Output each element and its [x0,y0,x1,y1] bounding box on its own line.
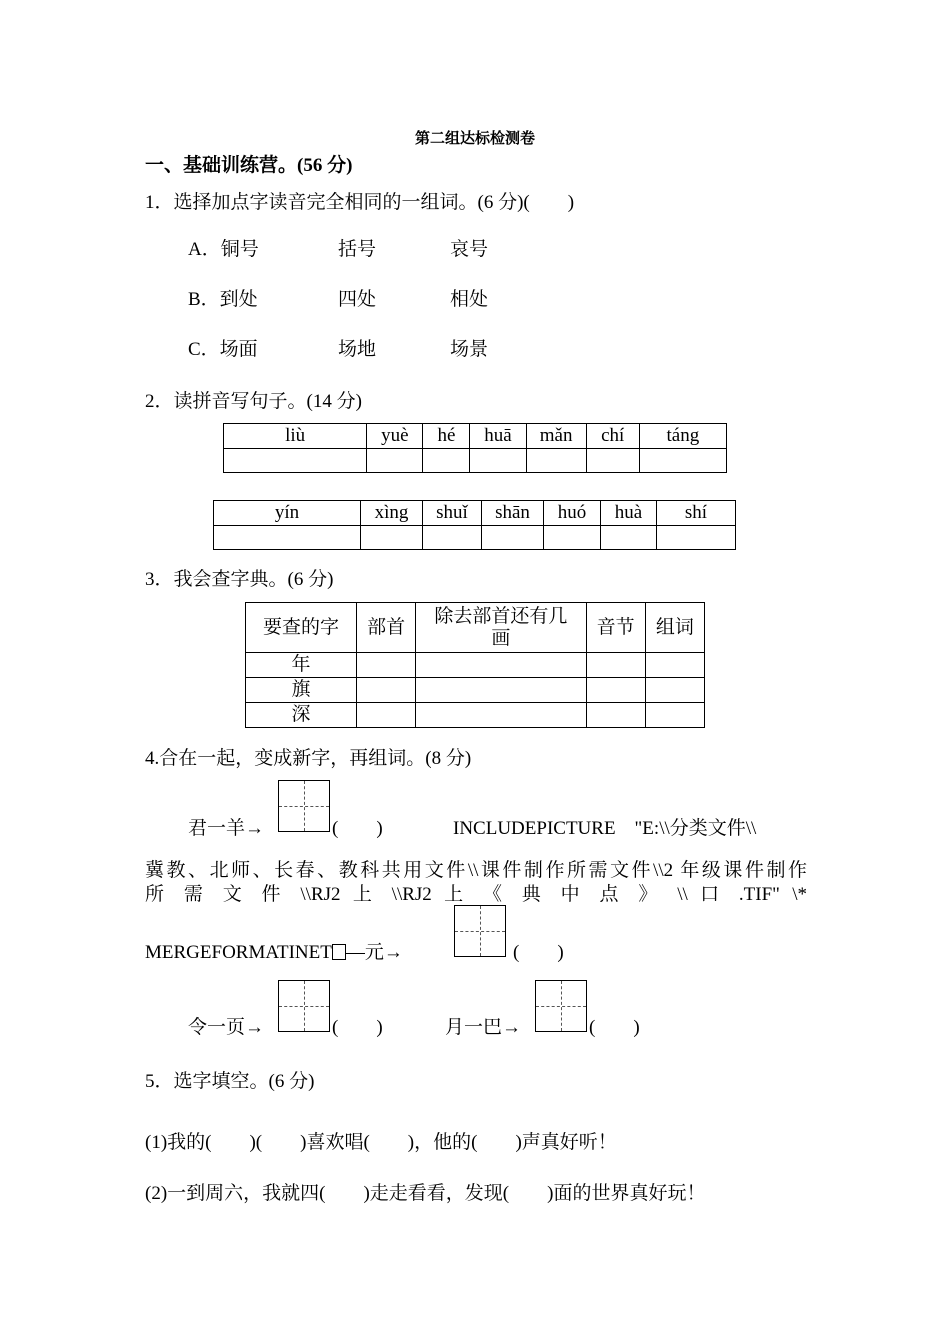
pinyin-cell: shí [657,501,736,526]
section-heading: 一、基础训练营。(56 分) [145,155,353,176]
answer-cell[interactable] [357,678,416,703]
question-1-prompt: 1．选择加点字读音完全相同的一组词。(6 分)( ) [145,192,575,213]
answer-cell[interactable] [423,449,470,473]
header-strokes: 除去部首还有几画 [416,603,586,653]
pinyin-cell: mǎn [526,424,586,449]
pinyin-cell: chí [586,424,639,449]
pinyin-table-2 [213,500,736,550]
character-box[interactable] [535,980,587,1032]
answer-cell[interactable] [657,526,736,550]
question-3-prompt: 3．我会查字典。(6 分) [145,569,334,590]
answer-paren: ( ) [513,942,564,963]
pinyin-cell: huó [544,501,601,526]
answer-cell[interactable] [645,653,704,678]
answer-cell[interactable] [423,526,482,550]
field-code-text: MERGEFORMATINET [145,942,332,963]
field-code-line-2: 冀教、北师、长春、教科共用文件\\课件制作所需文件\\2 年级课件制作 [145,860,807,881]
pinyin-cell: liù [224,424,367,449]
answer-cell[interactable] [586,703,645,728]
answer-paren: ( ) [589,1017,640,1038]
field-code-line-3: 所 需 文 件 \\RJ2 上 \\RJ2 上 《 典 中 点 》 \\ 口 .TIF" \* [145,884,807,905]
question-4-prompt: 4.合在一起，变成新字，再组词。(8 分) [145,748,472,769]
answer-cell[interactable] [586,449,639,473]
answer-cell[interactable] [367,449,423,473]
page-title: 第二组达标检测卷 [414,131,535,147]
answer-cell[interactable] [357,653,416,678]
combine-item-3: 令一页→ [188,1017,265,1038]
header-char: 要查的字 [246,603,357,653]
question-5-prompt: 5．选字填空。(6 分) [145,1071,315,1092]
combine-item-2: —元→ [345,942,403,963]
answer-cell[interactable] [224,449,367,473]
option-a-word2: 括号 [338,239,377,260]
dict-char: 深 [246,703,357,728]
answer-cell[interactable] [586,678,645,703]
answer-cell[interactable] [586,653,645,678]
header-word: 组词 [645,603,704,653]
answer-cell[interactable] [482,526,544,550]
pinyin-cell: xìng [361,501,423,526]
answer-cell[interactable] [416,653,586,678]
header-syllable: 音节 [586,603,645,653]
character-box[interactable] [278,780,330,832]
option-b-word2: 四处 [338,289,377,310]
option-b-word3: 相处 [450,289,489,310]
answer-cell[interactable] [645,678,704,703]
answer-cell[interactable] [601,526,657,550]
answer-cell[interactable] [639,449,726,473]
answer-cell[interactable] [416,703,586,728]
option-b: B．到处 [188,289,258,310]
option-c-word2: 场地 [338,339,377,360]
pinyin-cell: huà [601,501,657,526]
dict-char: 旗 [246,678,357,703]
answer-cell[interactable] [214,526,361,550]
pinyin-cell: yuè [367,424,423,449]
option-a: A．铜号 [188,239,259,260]
pinyin-cell: táng [639,424,726,449]
option-c-word3: 场景 [450,339,489,360]
answer-cell[interactable] [470,449,526,473]
field-code-line-1: INCLUDEPICTURE "E:\\分类文件\\ [453,818,757,839]
answer-cell[interactable] [416,678,586,703]
pinyin-cell: shuǐ [423,501,482,526]
answer-cell[interactable] [526,449,586,473]
answer-cell[interactable] [645,703,704,728]
combine-item-4: 月一巴→ [445,1017,522,1038]
pinyin-cell: huā [470,424,526,449]
question-2-prompt: 2．读拼音写句子。(14 分) [145,391,362,412]
dict-char: 年 [246,653,357,678]
pinyin-cell: hé [423,424,470,449]
field-code-line-4 [145,937,403,964]
combine-item-1: 君一羊→ [188,818,265,839]
pinyin-cell: yín [214,501,361,526]
character-box[interactable] [278,980,330,1032]
answer-cell[interactable] [357,703,416,728]
option-a-word3: 哀号 [450,239,489,260]
pinyin-cell: shān [482,501,544,526]
answer-paren: ( ) [332,1017,383,1038]
answer-paren: ( ) [332,818,383,839]
header-radical: 部首 [357,603,416,653]
dictionary-table [245,602,705,728]
fill-sentence-1: (1)我的( )( )喜欢唱( )，他的( )声真好听！ [145,1132,617,1153]
answer-cell[interactable] [544,526,601,550]
fill-sentence-2: (2)一到周六，我就四( )走走看看，发现( )面的世界真好玩！ [145,1183,706,1204]
character-box[interactable] [454,905,506,957]
box-icon [332,944,346,960]
answer-cell[interactable] [361,526,423,550]
option-c: C．场面 [188,339,258,360]
pinyin-table-1 [223,423,727,473]
